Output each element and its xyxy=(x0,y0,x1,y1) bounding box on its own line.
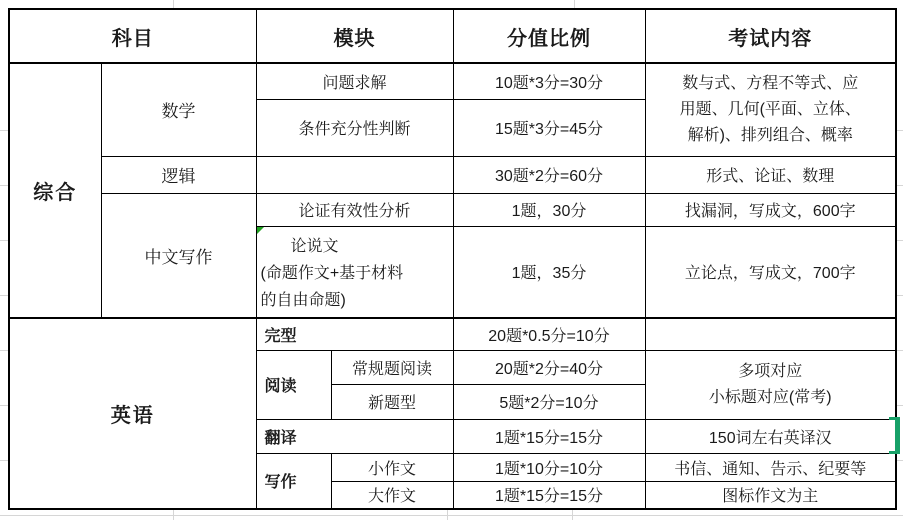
cell-cloze-content-empty[interactable] xyxy=(645,318,896,350)
translation-score: 1题*15分=15分 xyxy=(494,429,604,447)
argument-analysis-label: 论证有效性分析 xyxy=(298,203,411,220)
essay-module-line: (命题作文+基于材料 xyxy=(260,264,404,282)
problem-solving-score: 10题*3分=30分 xyxy=(494,74,604,92)
cell-sufficiency-module[interactable] xyxy=(256,99,453,156)
table-row xyxy=(9,63,896,99)
cell-logic-module-empty[interactable] xyxy=(256,156,453,193)
essay-score: 1题，35分 xyxy=(511,265,587,283)
gridline-stub xyxy=(0,240,8,241)
cell-english[interactable] xyxy=(9,318,256,509)
cell-translation-module[interactable] xyxy=(256,419,453,453)
translation-content: 150词左右英译汉 xyxy=(708,429,832,447)
header-exam-content[interactable] xyxy=(645,9,896,63)
table-row xyxy=(9,156,896,193)
logic-content: 形式、论证、数理 xyxy=(706,168,835,185)
cell-small-essay-score[interactable] xyxy=(453,453,645,481)
cell-flag-triangle-icon xyxy=(257,227,264,234)
essay-content: 立论点，写成文，700字 xyxy=(684,265,856,283)
cell-translation-content[interactable] xyxy=(645,419,896,453)
cell-logic[interactable] xyxy=(101,156,256,193)
cell-math-content[interactable] xyxy=(645,63,896,156)
math-content-line: 用题、几何(平面、立体、 xyxy=(679,100,861,118)
reading-newtype-score: 5题*2分=10分 xyxy=(499,395,599,412)
cell-argument-analysis-score[interactable] xyxy=(453,193,645,226)
argument-analysis-content: 找漏洞，写成文，600字 xyxy=(684,203,856,220)
cloze-label: 完型 xyxy=(264,327,297,345)
cell-logic-content[interactable] xyxy=(645,156,896,193)
cell-writing[interactable] xyxy=(256,453,331,509)
cell-reading-regular-score[interactable] xyxy=(453,350,645,384)
gridline-stub xyxy=(897,240,903,241)
reading-content-line: 小标题对应(常考) xyxy=(708,388,832,406)
gridline-stub xyxy=(897,405,903,406)
small-essay-label: 小作文 xyxy=(367,460,416,478)
math-content-line: 解析)、排列组合、概率 xyxy=(687,126,853,144)
header-score-ratio[interactable] xyxy=(453,9,645,63)
header-exam-content-label: 考试内容 xyxy=(728,27,813,50)
cell-translation-score[interactable] xyxy=(453,419,645,453)
small-essay-score: 1题*10分=10分 xyxy=(494,460,604,478)
cell-big-essay-content[interactable] xyxy=(645,481,896,509)
small-essay-content: 书信、通知、告示、纪要等 xyxy=(674,460,867,478)
big-essay-content: 图标作文为主 xyxy=(722,488,819,506)
gridline-stub xyxy=(0,515,903,516)
gridline-stub xyxy=(0,350,8,351)
translation-label: 翻译 xyxy=(264,429,297,447)
exam-structure-table xyxy=(8,8,897,510)
cell-essay-content[interactable] xyxy=(645,226,896,318)
gridline-stub xyxy=(0,185,8,186)
gridline-stub xyxy=(897,350,903,351)
gridline-stub xyxy=(897,185,903,186)
cell-problem-solving-score[interactable] xyxy=(453,63,645,99)
gridline-stub xyxy=(574,0,575,8)
cell-cloze-module[interactable] xyxy=(256,318,453,350)
writing-label: 写作 xyxy=(264,474,297,492)
logic-score: 30题*2分=60分 xyxy=(494,168,604,185)
cloze-score: 20题*0.5分=10分 xyxy=(488,327,610,345)
gridline-stub xyxy=(173,0,174,8)
logic-label: 逻辑 xyxy=(161,167,196,186)
cell-problem-solving-module[interactable] xyxy=(256,63,453,99)
cell-reading-regular[interactable] xyxy=(331,350,453,384)
cell-argument-analysis-module[interactable] xyxy=(256,193,453,226)
big-essay-score: 1题*15分=15分 xyxy=(494,488,604,506)
reading-regular-label: 常规题阅读 xyxy=(351,360,432,378)
math-content-line: 数与式、方程不等式、应 xyxy=(682,74,859,92)
big-essay-label: 大作文 xyxy=(367,488,416,506)
table-header-row xyxy=(9,9,896,63)
header-score-ratio-label: 分值比例 xyxy=(507,27,591,50)
problem-solving-label: 问题求解 xyxy=(322,74,387,92)
header-subject[interactable] xyxy=(9,9,256,63)
table-row xyxy=(9,318,896,350)
cell-math[interactable] xyxy=(101,63,256,156)
essay-module-line: 论说文 xyxy=(290,237,339,255)
reading-label: 阅读 xyxy=(264,378,297,395)
cell-reading[interactable] xyxy=(256,350,331,419)
cell-big-essay-score[interactable] xyxy=(453,481,645,509)
argument-analysis-score: 1题，30分 xyxy=(511,203,587,220)
cell-small-essay[interactable] xyxy=(331,453,453,481)
cell-small-essay-content[interactable] xyxy=(645,453,896,481)
gridline-stub xyxy=(0,405,8,406)
table-row xyxy=(9,193,896,226)
cell-reading-content[interactable] xyxy=(645,350,896,419)
cell-essay-score[interactable] xyxy=(453,226,645,318)
header-module[interactable] xyxy=(256,9,453,63)
sufficiency-score: 15题*3分=45分 xyxy=(494,121,604,138)
math-label: 数学 xyxy=(161,102,196,122)
cell-essay-module[interactable] xyxy=(256,226,453,318)
cell-logic-score[interactable] xyxy=(453,156,645,193)
gridline-stub xyxy=(0,460,8,461)
reading-newtype-label: 新题型 xyxy=(367,395,416,412)
chinese-writing-label: 中文写作 xyxy=(144,247,213,267)
gridline-stub xyxy=(897,130,903,131)
cell-reading-newtype[interactable] xyxy=(331,384,453,419)
sufficiency-label: 条件充分性判断 xyxy=(298,121,411,138)
cell-argument-analysis-content[interactable] xyxy=(645,193,896,226)
gridline-stub xyxy=(897,460,903,461)
gridline-stub xyxy=(0,295,8,296)
header-subject-label: 科目 xyxy=(111,27,154,50)
essay-module-line: 的自由命题) xyxy=(260,291,346,309)
cell-comprehensive[interactable] xyxy=(9,63,101,318)
cell-sufficiency-score[interactable] xyxy=(453,99,645,156)
cell-big-essay[interactable] xyxy=(331,481,453,509)
header-module-label: 模块 xyxy=(333,27,376,50)
reading-regular-score: 20题*2分=40分 xyxy=(494,360,604,378)
gridline-stub xyxy=(0,130,8,131)
english-label: 英语 xyxy=(110,405,155,427)
cell-chinese-writing[interactable] xyxy=(101,193,256,318)
reading-content-line: 多项对应 xyxy=(738,362,803,380)
cell-cloze-score[interactable] xyxy=(453,318,645,350)
cell-reading-newtype-score[interactable] xyxy=(453,384,645,419)
comprehensive-label: 综合 xyxy=(33,182,78,204)
gridline-stub xyxy=(897,295,903,296)
selection-bracket-icon xyxy=(889,417,900,454)
